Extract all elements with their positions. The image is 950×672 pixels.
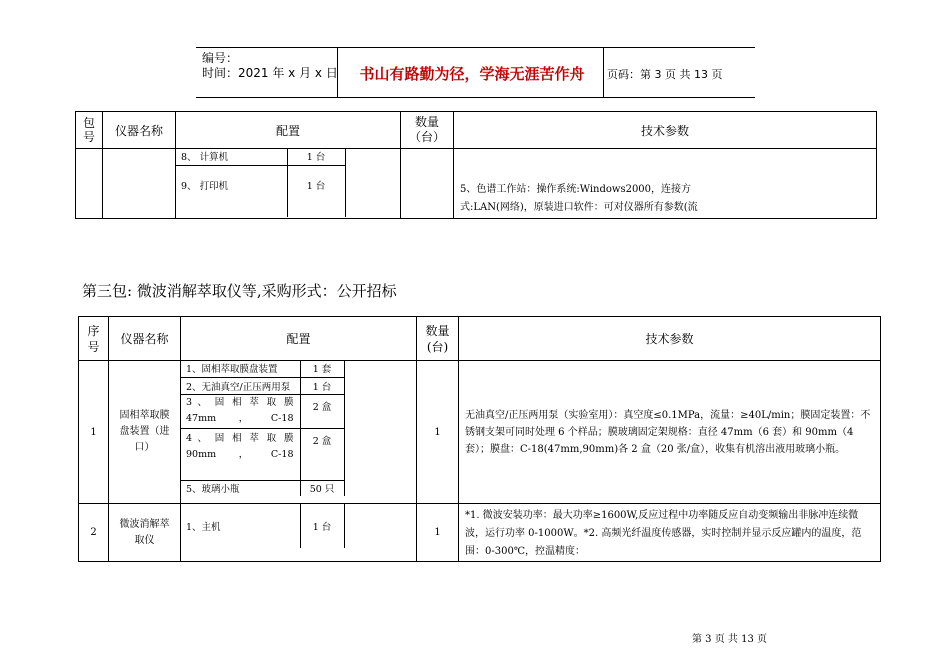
col-header-instrument: 仪器名称 [103,112,176,149]
col-header-instrument: 仪器名称 [109,317,181,361]
instrument-name: 微波消解萃取仪 [109,504,181,562]
config-item: 3 、 固 相 萃 取 膜 47mm，C-18 [180,394,300,428]
cell-instrument [103,149,176,219]
config-item: 4 、 固 相 萃 取 膜 90mm，C-18 [180,428,300,480]
config-qty: 2 盒 [300,394,344,428]
row-count: 1 [417,361,459,504]
row-no: 2 [79,504,109,562]
section-title: 第三包: 微波消解萃取仪等,采购形式：公开招标 [82,282,397,300]
instrument-name: 固相萃取膜盘装置（进口） [109,361,181,504]
config-cell [181,361,417,504]
col-header-no: 序号 [79,317,109,361]
header-motto: 书山有路勤为径，学海无涯苦作舟 [359,65,585,83]
cell-package-no [76,149,103,219]
config-item: 1、主机 [186,521,221,533]
page-header [196,47,755,98]
package-table-continued [75,111,877,219]
col-header-qty: 数量（台） [401,112,454,149]
page-footer: 第 3 页 共 13 页 [692,634,767,645]
number-label: 编号： [202,51,239,65]
package-three-table [78,316,881,562]
row-count: 1 [417,504,459,562]
cell-config [176,149,401,219]
cell-qty [401,149,454,219]
config-qty: 2 盒 [300,428,344,480]
col-header-qty: 数量(台) [417,317,459,361]
config-qty: 1 台 [300,377,344,394]
col-header-config: 配置 [181,317,417,361]
col-header-package-no: 包号 [76,112,103,149]
config-qty: 1 台 [287,148,345,165]
config-item: 1、固相萃取膜盘装置 [180,360,300,377]
row-no: 1 [79,361,109,504]
col-header-tech: 技术参数 [454,112,877,149]
tech-text: 5、色谱工作站：操作系统:Windows2000，连接方式:LAN(网络)，原装进口软件：可对仪器所有参数(流 [460,184,698,213]
config-qty: 50 只 [300,480,344,496]
config-item: 8、 计算机 [175,148,287,165]
config-item: 5、玻璃小瓶 [180,480,300,496]
config-item: 2、无油真空/正压两用泵 [180,377,300,394]
config-item: 9、 打印机 [175,165,287,217]
col-header-config: 配置 [176,112,401,149]
config-cell [181,504,417,562]
config-qty: 1 台 [287,165,345,217]
col-header-tech: 技术参数 [459,317,881,361]
config-qty: 1 套 [300,360,344,377]
time-label: 时间：2021 年 x 月 x 日 [202,66,338,80]
header-page-label: 页码：第 3 页 共 13 页 [607,68,723,81]
tech-params: *1. 微波安装功率：最大功率≥1600W,反应过程中功率随反应自动变频输出非脉冲连续微波，运行功率 0-1000W。*2. 高频光纤温度传感器，实时控制并显示反应罐内的温度，范围：0-300℃，控温精度： [459,504,881,562]
tech-params: 无油真空/正压两用泵（实验室用）：真空度≤0.1MPa，流量：≥40L/min；膜固定装置：不锈钢支架可同时处理 6 个样品；膜玻璃固定架规格：直径 47mm（6 套）和 90mm（4 套）；膜盘：C-18(47mm,90mm)各 2 盒（20 张/盒），收集有机溶出液用玻璃小瓶。 [459,361,881,504]
header-meta [202,51,338,81]
header-divider [603,48,604,97]
config-qty: 1 台 [300,503,344,548]
cell-tech [454,149,877,219]
